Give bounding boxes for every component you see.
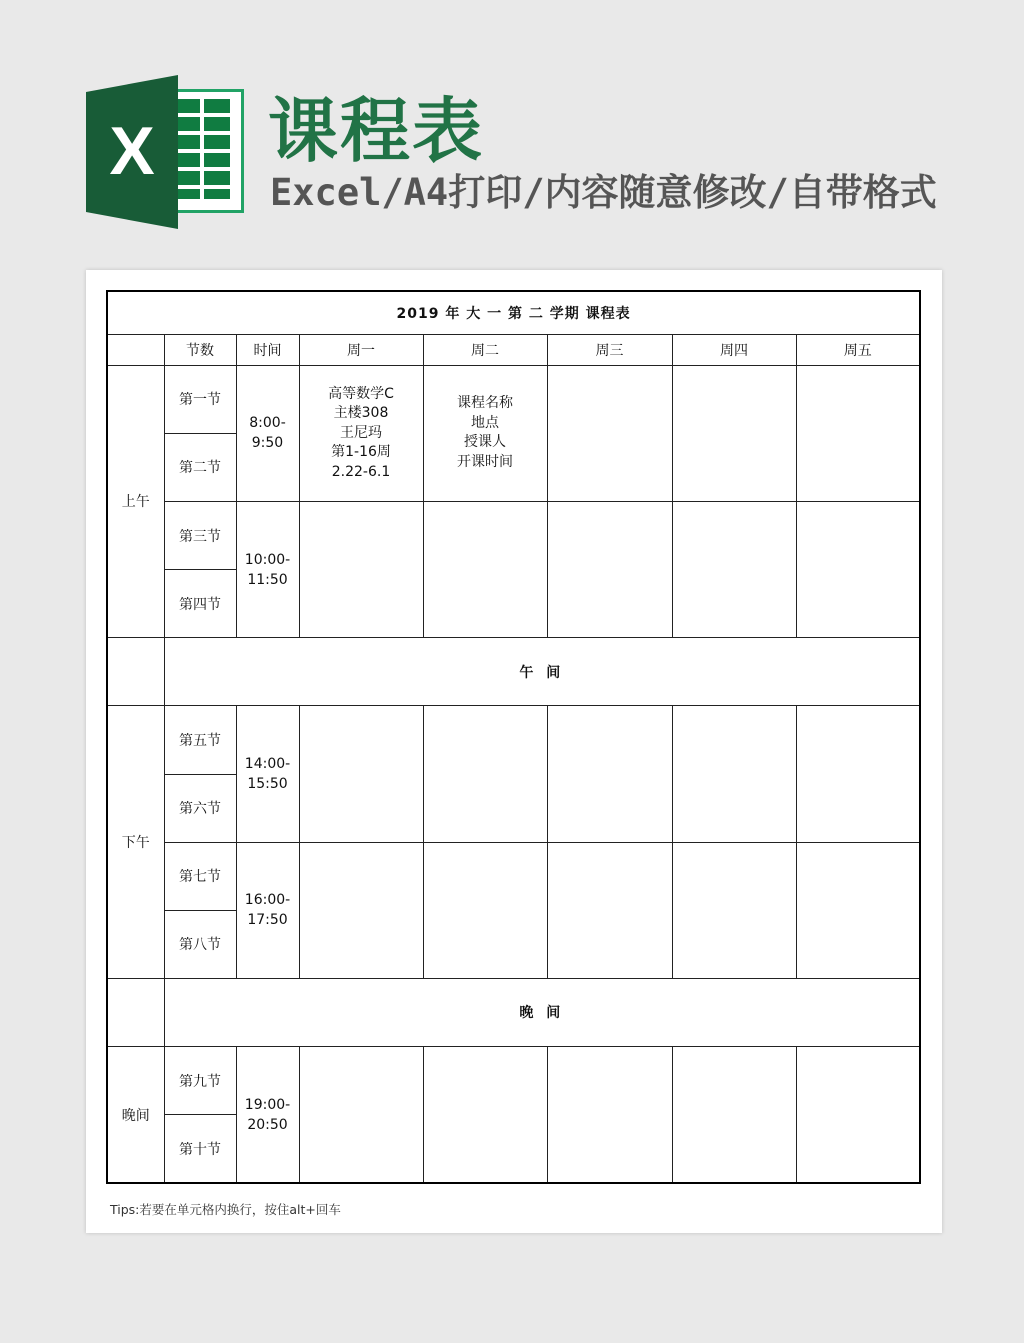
time-cell[interactable]: 16:00- 17:50 xyxy=(236,842,299,978)
course-cell[interactable] xyxy=(796,1047,920,1183)
course-cell[interactable] xyxy=(299,1047,423,1183)
course-cell[interactable] xyxy=(796,365,920,501)
course-cell[interactable] xyxy=(423,842,547,978)
course-cell[interactable] xyxy=(672,1047,796,1183)
course-cell[interactable] xyxy=(796,706,920,842)
placeholder-location: 地点 xyxy=(471,414,499,431)
time-cell[interactable]: 19:00- 20:50 xyxy=(236,1047,299,1183)
course-cell[interactable] xyxy=(547,365,672,501)
header-cell-time[interactable]: 时间 xyxy=(236,334,299,365)
schedule-table xyxy=(106,290,921,1184)
course-cell[interactable] xyxy=(299,842,423,978)
session-cell[interactable]: 第七节 xyxy=(164,842,236,910)
course-weeks: 第1-16周 xyxy=(331,444,391,461)
header-cell-tue[interactable]: 周二 xyxy=(423,334,547,365)
course-cell[interactable] xyxy=(547,501,672,637)
course-location: 主楼308 xyxy=(333,405,389,422)
course-cell[interactable] xyxy=(299,706,423,842)
time-cell[interactable]: 8:00- 9:50 xyxy=(236,365,299,501)
course-cell[interactable] xyxy=(796,842,920,978)
header-cell-fri[interactable]: 周五 xyxy=(796,334,920,365)
page-subtitle: Excel/A4打印/内容随意修改/自带格式 xyxy=(270,171,937,214)
tips-note: Tips:若要在单元格内换行，按住alt+回车 xyxy=(110,1202,341,1217)
period-morning[interactable]: 上午 xyxy=(107,365,164,638)
session-cell[interactable]: 第二节 xyxy=(164,433,236,501)
header-cell-mon[interactable]: 周一 xyxy=(299,334,423,365)
course-cell[interactable] xyxy=(672,842,796,978)
schedule-title[interactable]: 2019 年 大 一 第 二 学期 课程表 xyxy=(107,291,920,334)
break-blank-cell[interactable] xyxy=(107,638,164,706)
time-cell[interactable]: 10:00- 11:50 xyxy=(236,501,299,637)
session-cell[interactable]: 第六节 xyxy=(164,774,236,842)
header-row xyxy=(107,334,920,365)
course-cell[interactable] xyxy=(796,501,920,637)
course-cell[interactable] xyxy=(299,501,423,637)
document-page xyxy=(86,270,942,1233)
placeholder-time: 开课时间 xyxy=(457,453,513,470)
course-cell[interactable] xyxy=(423,1047,547,1183)
session-cell[interactable]: 第五节 xyxy=(164,706,236,774)
page-title: 课程表 xyxy=(268,90,484,172)
excel-logo-icon xyxy=(86,75,248,229)
header-cell-wed[interactable]: 周三 xyxy=(547,334,672,365)
header-cell-blank[interactable] xyxy=(107,334,164,365)
period-afternoon[interactable]: 下午 xyxy=(107,706,164,979)
placeholder-name: 课程名称 xyxy=(457,395,513,412)
logo-grid xyxy=(174,99,234,203)
course-cell[interactable] xyxy=(672,706,796,842)
course-cell[interactable] xyxy=(547,1047,672,1183)
noon-break[interactable]: 午 间 xyxy=(164,638,920,706)
session-cell[interactable]: 第八节 xyxy=(164,910,236,978)
header-cell-thu[interactable]: 周四 xyxy=(672,334,796,365)
course-cell[interactable] xyxy=(547,706,672,842)
time-cell[interactable]: 14:00- 15:50 xyxy=(236,706,299,842)
course-cell-placeholder[interactable] xyxy=(423,365,547,501)
placeholder-teacher: 授课人 xyxy=(464,434,506,451)
session-cell[interactable]: 第四节 xyxy=(164,570,236,638)
course-cell-example[interactable] xyxy=(299,365,423,501)
course-cell[interactable] xyxy=(672,365,796,501)
course-dates: 2.22-6.1 xyxy=(331,463,391,480)
period-evening[interactable]: 晚间 xyxy=(107,1047,164,1183)
course-cell[interactable] xyxy=(423,501,547,637)
session-cell[interactable]: 第三节 xyxy=(164,501,236,569)
course-cell[interactable] xyxy=(547,842,672,978)
course-name: 高等数学C xyxy=(328,385,394,402)
break-blank-cell[interactable] xyxy=(107,978,164,1046)
course-cell[interactable] xyxy=(672,501,796,637)
logo-letter: X xyxy=(109,113,155,189)
course-cell[interactable] xyxy=(423,706,547,842)
course-teacher: 王尼玛 xyxy=(340,424,382,441)
evening-break[interactable]: 晚 间 xyxy=(164,978,920,1046)
session-cell[interactable]: 第十节 xyxy=(164,1115,236,1183)
header-cell-session[interactable]: 节数 xyxy=(164,334,236,365)
session-cell[interactable]: 第一节 xyxy=(164,365,236,433)
session-cell[interactable]: 第九节 xyxy=(164,1047,236,1115)
